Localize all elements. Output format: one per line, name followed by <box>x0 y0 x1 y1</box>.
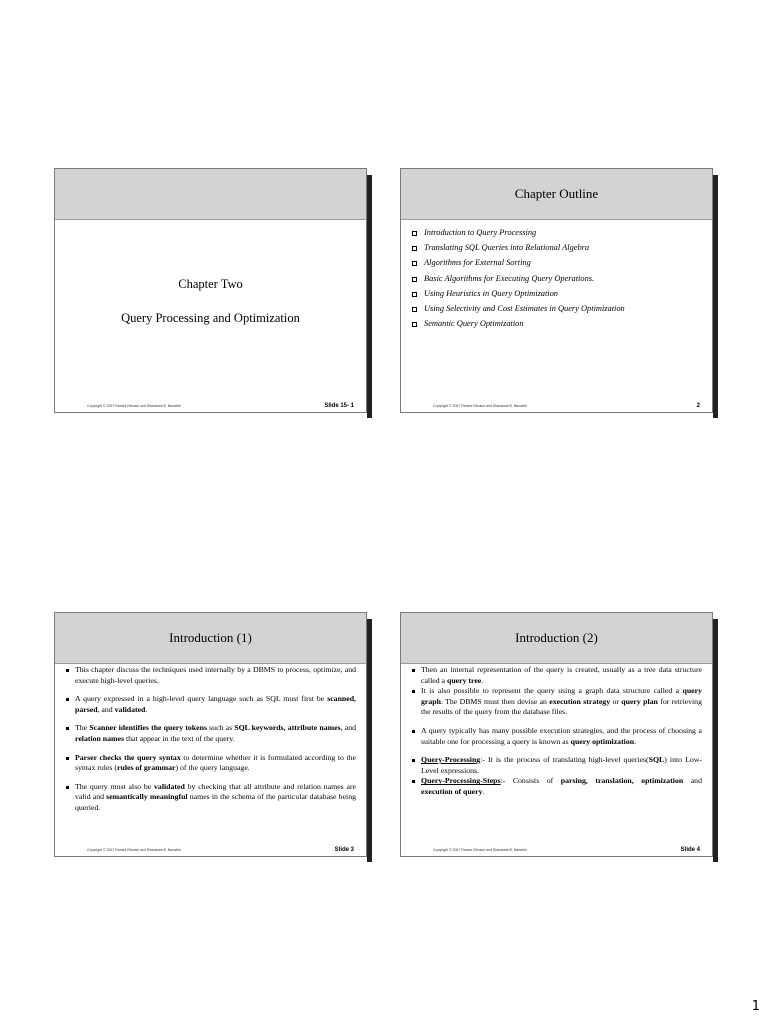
square-bullet-icon <box>412 307 417 312</box>
slide-shadow <box>367 619 372 862</box>
slide-4 <box>400 612 713 857</box>
bullet-icon <box>412 780 415 783</box>
slide-footer <box>401 842 712 856</box>
list-item: Using Heuristics in Query Optimization <box>409 286 702 301</box>
copyright-text: Copyright © 2007 Ramez Elmasri and Shamkant B. Navathe <box>433 848 527 852</box>
copyright-text: Copyright © 2007 Ramez Elmasri and Shamkant B. Navathe <box>87 404 181 408</box>
square-bullet-icon <box>412 261 417 266</box>
page-number: 1 <box>751 999 760 1014</box>
slide-header: Introduction (2) <box>401 613 712 664</box>
slide-footer <box>401 398 712 412</box>
slide-header <box>55 169 366 220</box>
list-item: Basic Algorithms for Executing Query Operations. <box>409 271 702 286</box>
slide-2 <box>400 168 713 413</box>
bullet-icon <box>66 757 69 760</box>
list-item: This chapter discuss the techniques used internally by a DBMS to process, optimize, and execute high-level queries. <box>63 665 356 686</box>
slide-shadow <box>713 175 718 418</box>
list-item: Using Selectivity and Cost Estimates in Query Optimization <box>409 301 702 316</box>
slide-header: Introduction (1) <box>55 613 366 664</box>
chapter-subtitle: Query Processing and Optimization <box>121 311 300 325</box>
slide-number: Slide 15- 1 <box>324 403 354 409</box>
bullet-icon <box>66 669 69 672</box>
list-item: Then an internal representation of the query is created, usually as a tree data structure called a query tree. <box>409 665 702 686</box>
list-item: Query-Processing:- It is the process of translating high-level queries(SQL) into Low-Level expressions. <box>409 755 702 776</box>
list-item: Algorithms for External Sorting <box>409 255 702 270</box>
square-bullet-icon <box>412 292 417 297</box>
square-bullet-icon <box>412 277 417 282</box>
list-item: A query expressed in a high-level query language such as SQL must first be scanned, parsed, and validated. <box>63 694 356 715</box>
slide-body <box>409 665 702 798</box>
slide-body <box>63 665 356 814</box>
list-item: Translating SQL Queries into Relational Algebra <box>409 240 702 255</box>
slide-shadow <box>367 175 372 418</box>
bullet-icon <box>66 727 69 730</box>
list-item: Parser checks the query syntax to determine whether it is formulated according to the syntax rules (rules of grammar) of the query language. <box>63 753 356 774</box>
bullet-icon <box>66 698 69 701</box>
list-item: Introduction to Query Processing <box>409 225 702 240</box>
copyright-text: Copyright © 2007 Ramez Elmasri and Shamkant B. Navathe <box>87 848 181 852</box>
slide-header: Chapter Outline <box>401 169 712 220</box>
slide-footer <box>55 398 366 412</box>
slide-shadow <box>713 619 718 862</box>
slide-1 <box>54 168 367 413</box>
slide-3 <box>54 612 367 857</box>
slide-title-area <box>55 219 366 399</box>
outline-list <box>409 225 702 331</box>
bullet-icon <box>412 690 415 693</box>
square-bullet-icon <box>412 246 417 251</box>
square-bullet-icon <box>412 231 417 236</box>
list-item: Query-Processing-Steps:- Consists of parsing, translation, optimization and execution of query. <box>409 776 702 797</box>
slide-number: Slide 4 <box>680 847 700 853</box>
bullet-icon <box>412 759 415 762</box>
square-bullet-icon <box>412 322 417 327</box>
bullet-icon <box>66 786 69 789</box>
slide-footer <box>55 842 366 856</box>
list-item: It is also possible to represent the query using a graph data structure called a query graph. The DBMS must then devise an execution strategy or query plan for retrieving the results of the query from the database files. <box>409 686 702 718</box>
bullet-icon <box>412 730 415 733</box>
list-item: The query must also be validated by checking that all attribute and relation names are valid and semantically meaningful names in the schema of the particular database being queried. <box>63 782 356 814</box>
list-item: Semantic Query Optimization <box>409 316 702 331</box>
bullet-icon <box>412 669 415 672</box>
chapter-title: Chapter Two <box>178 277 243 291</box>
list-item: The Scanner identifies the query tokens such as SQL keywords, attribute names, and relation names that appear in the text of the query. <box>63 723 356 744</box>
slide-number: Slide 3 <box>334 847 354 853</box>
list-item: A query typically has many possible execution strategies, and the process of choosing a suitable one for processing a query is known as query optimization. <box>409 726 702 747</box>
copyright-text: Copyright © 2007 Ramez Elmasri and Shamkant B. Navathe <box>433 404 527 408</box>
slide-number: 2 <box>696 403 700 409</box>
